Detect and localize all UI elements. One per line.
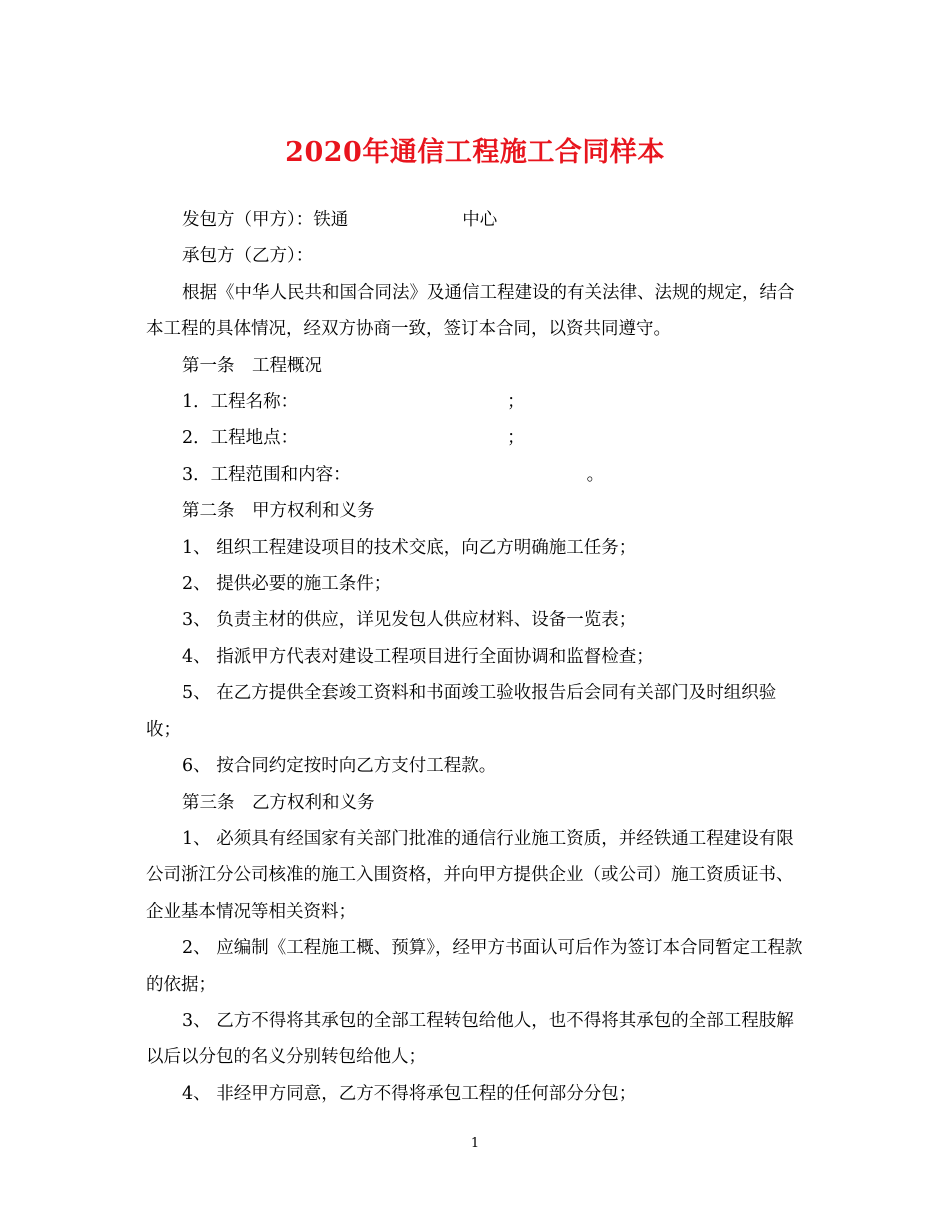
article-2-item: 5、 在乙方提供全套竣工资料和书面竣工验收报告后会同有关部门及时组织验收； [146, 683, 777, 740]
article-3-item: 3、 乙方不得将其承包的全部工程转包给他人，也不得将其承包的全部工程肢解以后以分包的名义分别转包给他人； [146, 1010, 794, 1068]
preamble: 根据《中华人民共和国合同法》及通信工程建设的有关法律、法规的规定，结合本工程的具体情况，经双方协商一致，签订本合同，以资共同遵守。 [146, 282, 795, 340]
party-a-line [146, 202, 806, 238]
document-title: 2020年通信工程施工合同样本 [285, 137, 665, 168]
article-2-item: 6、 按合同约定按时向乙方支付工程款。 [182, 756, 497, 777]
document-body [146, 202, 806, 1112]
article-2-item: 2、 提供必要的施工条件； [182, 574, 392, 595]
article-1-item: 3．工程范围和内容： 。 [182, 464, 605, 485]
article-2-item: 3、 负责主材的供应，详见发包人供应材料、设备一览表； [182, 610, 637, 631]
article-2-heading: 第二条 甲方权利和义务 [182, 501, 375, 522]
article-2-item: 4、 指派甲方代表对建设工程项目进行全面协调和监督检查； [182, 646, 654, 667]
article-1-item: 1．工程名称： ； [182, 392, 525, 413]
page-number: 1 [470, 1136, 480, 1151]
article-3-heading: 第三条 乙方权利和义务 [182, 792, 375, 813]
article-1-heading: 第一条 工程概况 [182, 355, 322, 376]
party-a-suffix: 中心 [462, 210, 498, 230]
party-a-label: 发包方（甲方）：铁通 [182, 210, 349, 230]
article-3-item: 4、 非经甲方同意，乙方不得将承包工程的任何部分分包； [182, 1083, 637, 1104]
article-3-item: 1、 必须具有经国家有关部门批准的通信行业施工资质，并经铁通工程建设有限公司浙江分公司核准的施工入围资格，并向甲方提供企业（或公司）施工资质证书、企业基本情况等相关资料； [146, 828, 794, 922]
article-3-item: 2、 应编制《工程施工概、预算》，经甲方书面认可后作为签订本合同暂定工程款的依据； [146, 938, 803, 995]
party-b-line: 承包方（乙方）： [182, 246, 314, 267]
article-1-item: 2．工程地点： ； [182, 428, 525, 449]
article-2-item: 1、 组织工程建设项目的技术交底，向乙方明确施工任务； [182, 537, 637, 558]
